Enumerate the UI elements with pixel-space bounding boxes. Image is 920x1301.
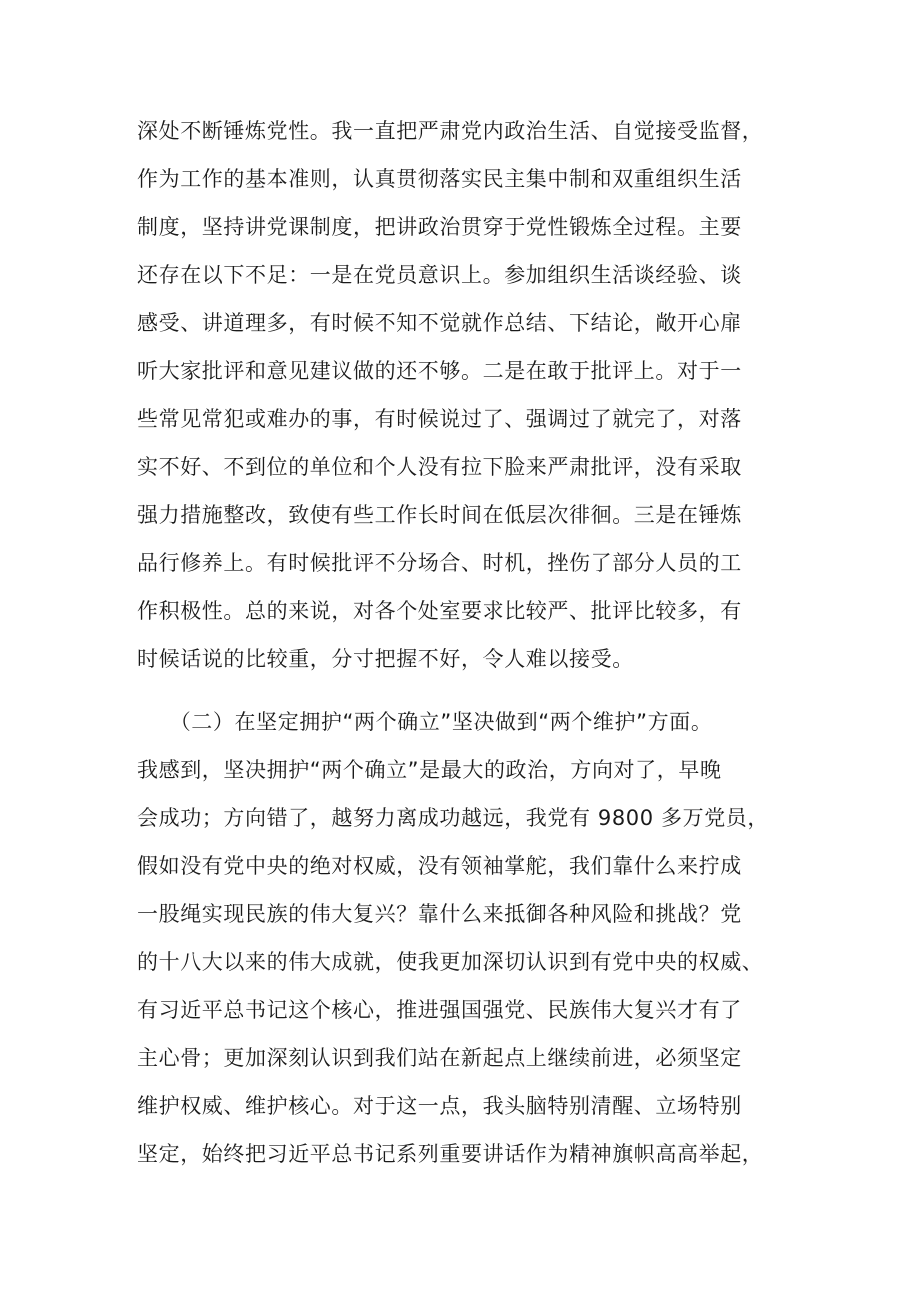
- text-line: 深处不断锤炼党性。我一直把严肃党内政治生活、自觉接受监督，: [137, 119, 764, 143]
- text-line: 作积极性。总的来说，对各个处室要求比较严、批评比较多，有: [137, 599, 742, 623]
- text-line: 作为工作的基本准则，认真贯彻落实民主集中制和双重组织生活: [137, 167, 742, 191]
- text-line: 我感到，坚决拥护“两个确立”是最大的政治，方向对了，早晚: [137, 758, 722, 782]
- text-line: 制度，坚持讲党课制度，把讲政治贯穿于党性锻炼全过程。主要: [137, 215, 742, 239]
- text-line: 假如没有党中央的绝对权威，没有领袖掌舵，我们靠什么来拧成: [137, 854, 742, 878]
- text-line: 一股绳实现民族的伟大复兴？靠什么来抵御各种风险和挑战？党: [137, 902, 742, 926]
- text-line: 会成功；方向错了，越努力离成功越远，我党有 9800 多万党员，: [137, 806, 769, 830]
- text-line: 维护权威、维护核心。对于这一点，我头脑特别清醒、立场特别: [137, 1094, 742, 1118]
- text-line: 时候话说的比较重，分寸把握不好，令人难以接受。: [137, 647, 634, 671]
- text-line: 实不好、不到位的单位和个人没有拉下脸来严肃批评，没有采取: [137, 455, 742, 479]
- text-line: 的十八大以来的伟大成就，使我更加深切认识到有党中央的权威、: [137, 950, 764, 974]
- paragraph-2: [137, 698, 817, 1178]
- text-line: 品行修养上。有时候批评不分场合、时机，挫伤了部分人员的工: [137, 551, 742, 575]
- text-line: 感受、讲道理多，有时候不知不觉就作总结、下结论，敞开心扉: [137, 311, 742, 335]
- section-heading-line: （二）在坚定拥护“两个确立”坚决做到“两个维护”方面。: [137, 710, 713, 734]
- text-line: 主心骨；更加深刻认识到我们站在新起点上继续前进，必须坚定: [137, 1046, 742, 1070]
- text-line: 些常见常犯或难办的事，有时候说过了、强调过了就完了，对落: [137, 407, 742, 431]
- text-line: 坚定，始终把习近平总书记系列重要讲话作为精神旗帜高高举起，: [137, 1142, 764, 1166]
- text-line: 强力措施整改，致使有些工作长时间在低层次徘徊。三是在锤炼: [137, 503, 742, 527]
- text-line: 听大家批评和意见建议做的还不够。二是在敢于批评上。对于一: [137, 359, 742, 383]
- text-line: 有习近平总书记这个核心，推进强国强党、民族伟大复兴才有了: [137, 998, 742, 1022]
- text-line: 还存在以下不足：一是在党员意识上。参加组织生活谈经验、谈: [137, 263, 742, 287]
- paragraph-1: [137, 107, 817, 683]
